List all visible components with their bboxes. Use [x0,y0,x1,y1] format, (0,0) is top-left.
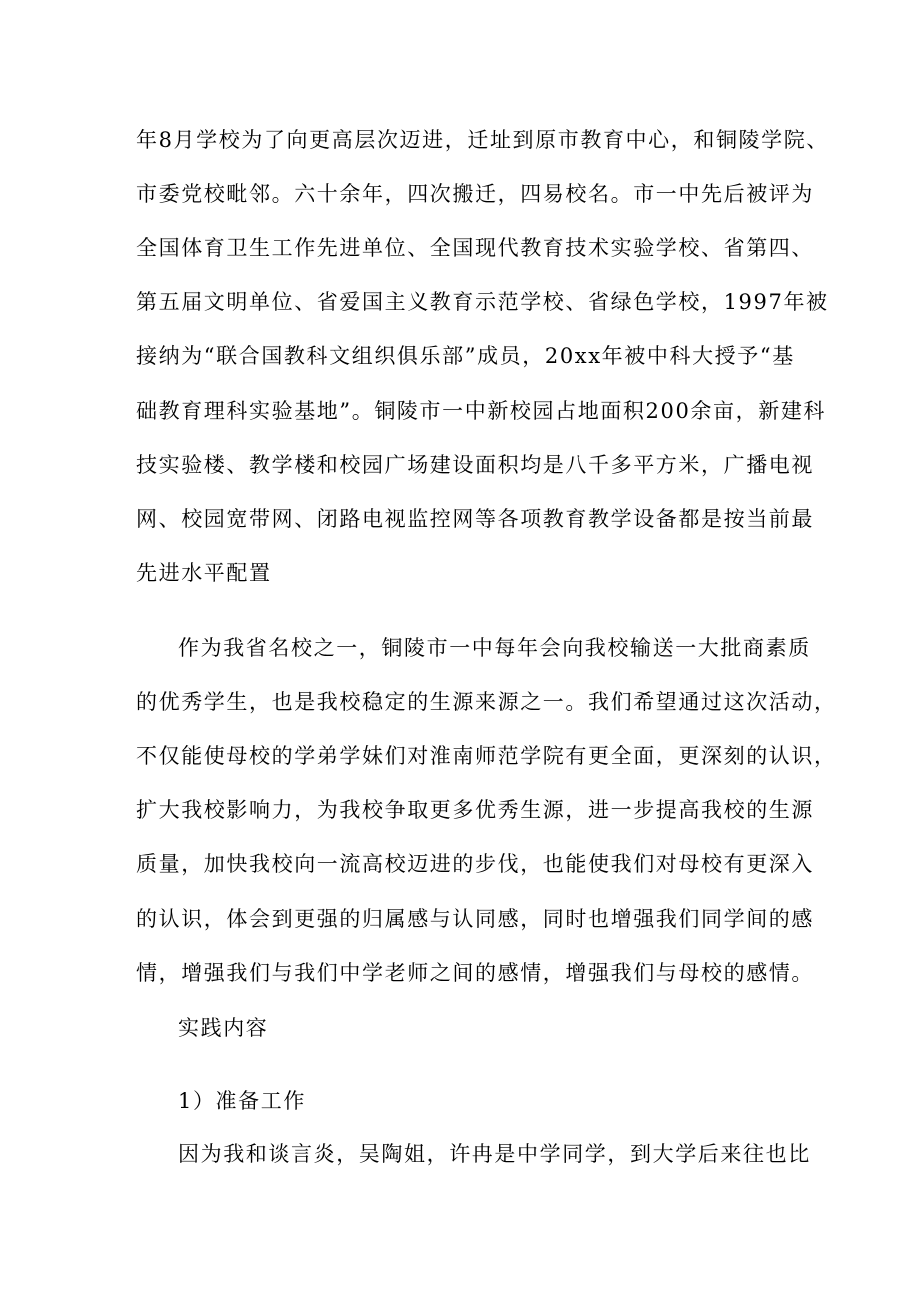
paragraph-line: 市委党校毗邻。六十余年，四次搬迁，四易校名。市一中先后被评为 [136,182,814,206]
paragraph-line: 网、校园宽带网、闭路电视监控网等各项教育教学设备都是按当前最 [136,507,814,531]
paragraph-line: 技实验楼、教学楼和校园广场建设面积均是八千多平方米，广播电视 [136,453,814,477]
paragraph-line: 第五届文明单位、省爱国主义教育示范学校、省绿色学校，1997年被 [136,290,829,314]
paragraph-line: 扩大我校影响力，为我校争取更多优秀生源，进一步提高我校的生源 [136,798,814,822]
paragraph-line: 的认识，体会到更强的归属感与认同感，同时也增强我们同学间的感 [136,907,814,931]
paragraph-line: 情，增强我们与我们中学老师之间的感情，增强我们与母校的感情。 [136,961,814,985]
paragraph-line: 接纳为“联合国教科文组织俱乐部”成员，20xx年被中科大授予“基 [136,344,795,368]
paragraph-line: 先进水平配置 [136,561,272,585]
paragraph-line: 作为我省名校之一，铜陵市一中每年会向我校输送一大批商素质 [178,636,811,660]
section-heading: 实践内容 [178,1016,269,1040]
paragraph-line: 不仅能使母校的学弟学妹们对淮南师范学院有更全面，更深刻的认识， [136,744,837,768]
paragraph-line: 年8月学校为了向更高层次迈进，迁址到原市教育中心，和铜陵学院、 [136,128,829,152]
subsection-heading: 1）准备工作 [178,1089,306,1113]
paragraph-line: 全国体育卫生工作先进单位、全国现代教育技术实验学校、省第四、 [136,236,814,260]
paragraph-line: 的优秀学生，也是我校稳定的生源来源之一。我们希望通过这次活动， [136,690,837,714]
paragraph-line: 因为我和谈言炎，吴陶姐，许冉是中学同学，到大学后来往也比 [178,1142,811,1166]
paragraph-line: 础教育理科实验基地”。铜陵市一中新校园占地面积200余亩，新建科 [136,399,827,423]
paragraph-line: 质量，加快我校向一流高校迈进的步伐，也能使我们对母校有更深入 [136,852,814,876]
